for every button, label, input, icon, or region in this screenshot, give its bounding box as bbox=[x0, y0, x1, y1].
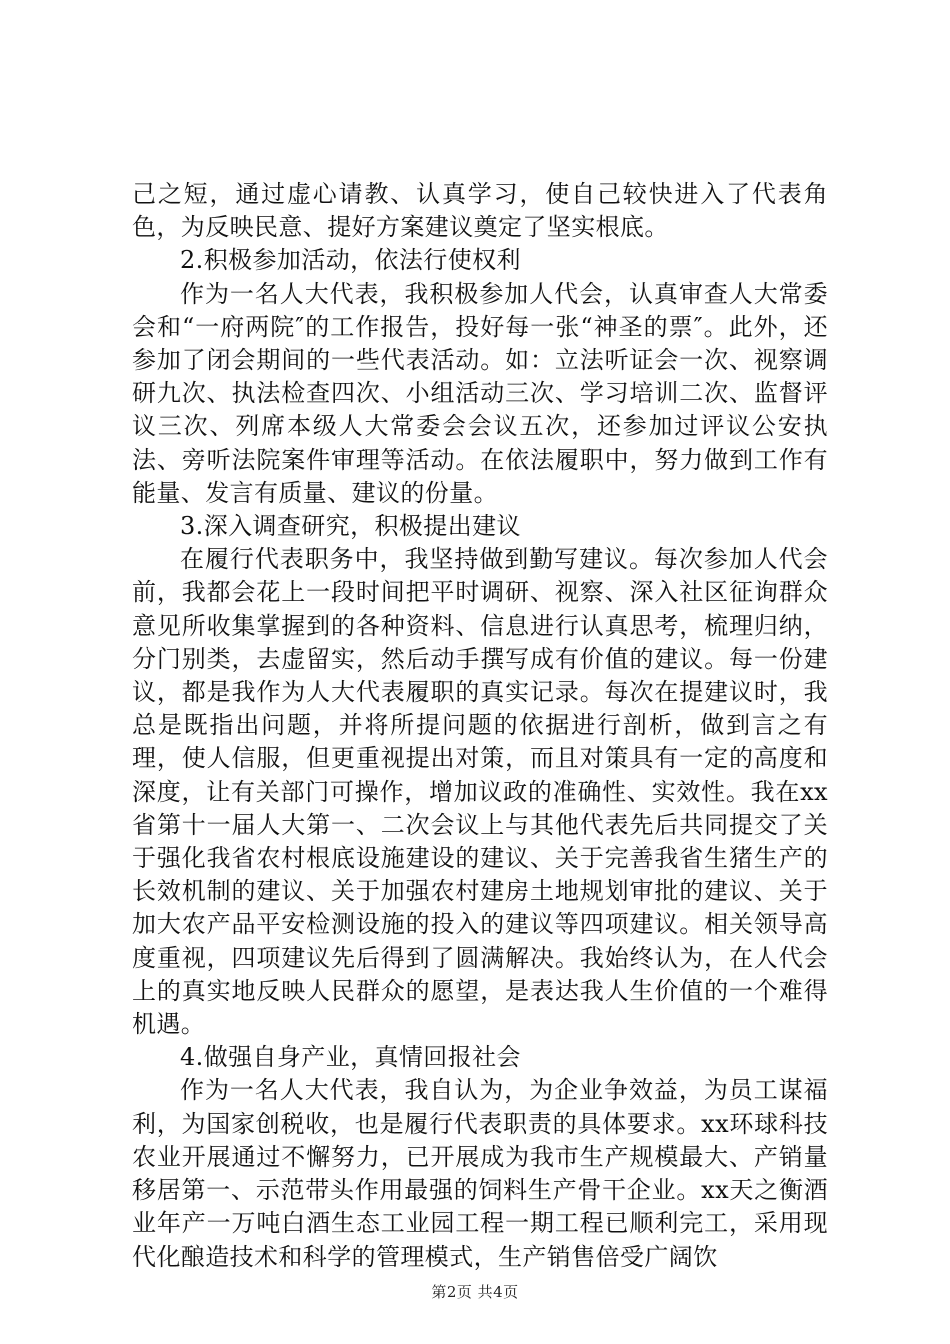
paragraph-continuation: 己之短，通过虚心请教、认真学习，使自己较快进入了代表角色，为反映民意、提好方案建议奠定了坚实根底。 bbox=[132, 180, 828, 242]
section-heading-2: 2.积极参加活动，依法行使权利 bbox=[180, 246, 521, 275]
paragraph-industry: 作为一名人大代表，我自认为，为企业争效益，为员工谋福利，为国家创税收，也是履行代表职责的具体要求。xx环球科技农业开展通过不懈努力，已开展成为我市生产规模最大、产销量移居第一、示范带头作用最强的饲料生产骨干企业。xx天之衡酒业年产一万吨白酒生态工业园工程一期工程已顺利完工，采用现代化酿造技术和科学的管理模式，生产销售倍受广阔饮 bbox=[132, 1076, 828, 1271]
paragraph-activities: 作为一名人大代表，我积极参加人代会，认真审查人大常委会和“一府两院″的工作报告，投好每一张“神圣的票″。此外，还参加了闭会期间的一些代表活动。如：立法听证会一次、视察调研九次、执法检查四次、小组活动三次、学习培训二次、监督评议三次、列席本级人大常委会会议五次，还参加过评议公安执法、旁听法院案件审理等活动。在依法履职中，努力做到工作有能量、发言有质量、建议的份量。 bbox=[132, 279, 828, 507]
section-heading-3: 3.深入调查研究，积极提出建议 bbox=[180, 512, 521, 541]
section-heading-4: 4.做强自身产业，真情回报社会 bbox=[180, 1043, 521, 1072]
paragraph-suggestions: 在履行代表职务中，我坚持做到勤写建议。每次参加人代会前，我都会花上一段时间把平时调研、视察、深入社区征询群众意见所收集掌握到的各种资料、信息进行认真思考，梳理归纳，分门别类，去虚留实，然后动手撰写成有价值的建议。每一份建议，都是我作为人大代表履职的真实记录。每次在提建议时，我总是既指出问题，并将所提问题的依据进行剖析，做到言之有理，使人信服，但更重视提出对策，而且对策具有一定的高度和深度，让有关部门可操作，增加议政的准确性、实效性。我在xx省第十一届人大第一、二次会议上与其他代表先后共同提交了关于强化我省农村根底设施建设的建议、关于完善我省生猪生产的长效机制的建议、关于加强农村建房土地规划审批的建议、关于加大农产品平安检测设施的投入的建议等四项建议。相关领导高度重视，四项建议先后得到了圆满解决。我始终认为，在人代会上的真实地反映人民群众的愿望，是表达我人生价值的一个难得机遇。 bbox=[132, 545, 828, 1039]
document-body bbox=[132, 178, 828, 1274]
page-number-footer: 第2页 共4页 bbox=[431, 1283, 519, 1301]
